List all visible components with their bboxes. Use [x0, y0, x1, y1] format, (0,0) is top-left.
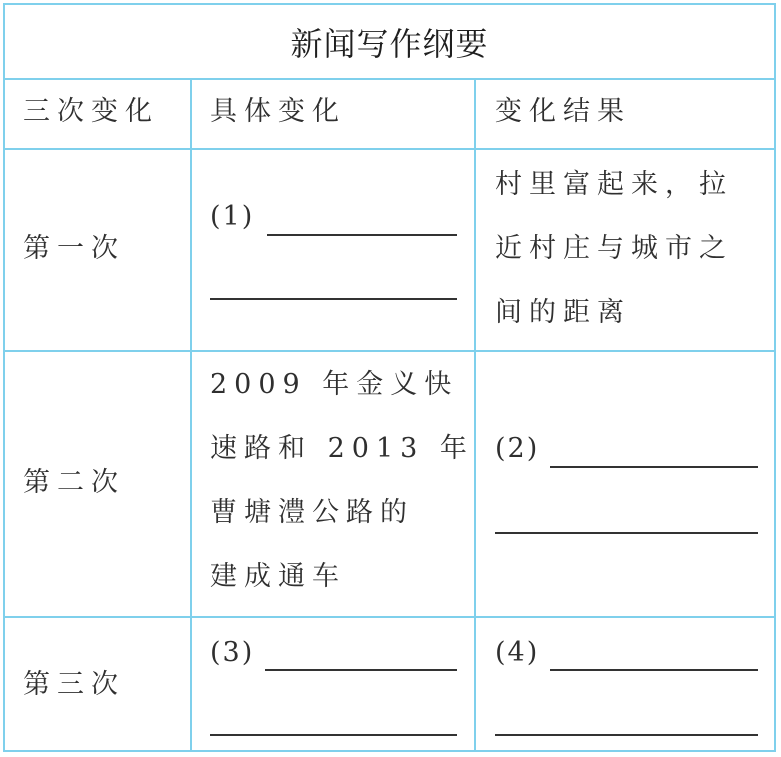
row-label-2: 第二次 [23, 467, 125, 498]
answer-blank-2a[interactable] [550, 466, 758, 468]
answer-blank-1b[interactable] [210, 298, 457, 300]
change-line: 速路和 2013 年 [210, 433, 474, 464]
col-divider [474, 78, 476, 750]
row-divider [5, 616, 774, 618]
answer-blank-3a[interactable] [265, 669, 457, 671]
answer-blank-4b[interactable] [495, 734, 758, 736]
answer-blank-2b[interactable] [495, 532, 758, 534]
result-line: 村里富起来，拉 [495, 169, 733, 200]
table-title: 新闻写作纲要 [5, 5, 774, 80]
header-changes: 三次变化 [23, 96, 159, 127]
blank-marker-3: (3) [210, 637, 255, 668]
col-divider [190, 78, 192, 750]
answer-blank-3b[interactable] [210, 734, 457, 736]
answer-blank-4a[interactable] [550, 669, 758, 671]
blank-marker-1: (1) [210, 201, 255, 232]
row-divider [5, 148, 774, 150]
result-line: 间的距离 [495, 297, 631, 328]
answer-blank-1a[interactable] [267, 234, 457, 236]
change-line: 2009 年金义快 [210, 369, 459, 400]
row-label-3: 第三次 [23, 669, 125, 700]
blank-marker-4: (4) [495, 637, 540, 668]
row-divider [5, 350, 774, 352]
blank-marker-2: (2) [495, 433, 540, 464]
header-result: 变化结果 [495, 96, 631, 127]
result-line: 近村庄与城市之 [495, 233, 733, 264]
change-line: 曹塘澧公路的 [210, 497, 414, 528]
row-label-1: 第一次 [23, 233, 125, 264]
header-specific-change: 具体变化 [210, 96, 346, 127]
change-line: 建成通车 [210, 561, 346, 592]
outline-table [3, 3, 776, 752]
